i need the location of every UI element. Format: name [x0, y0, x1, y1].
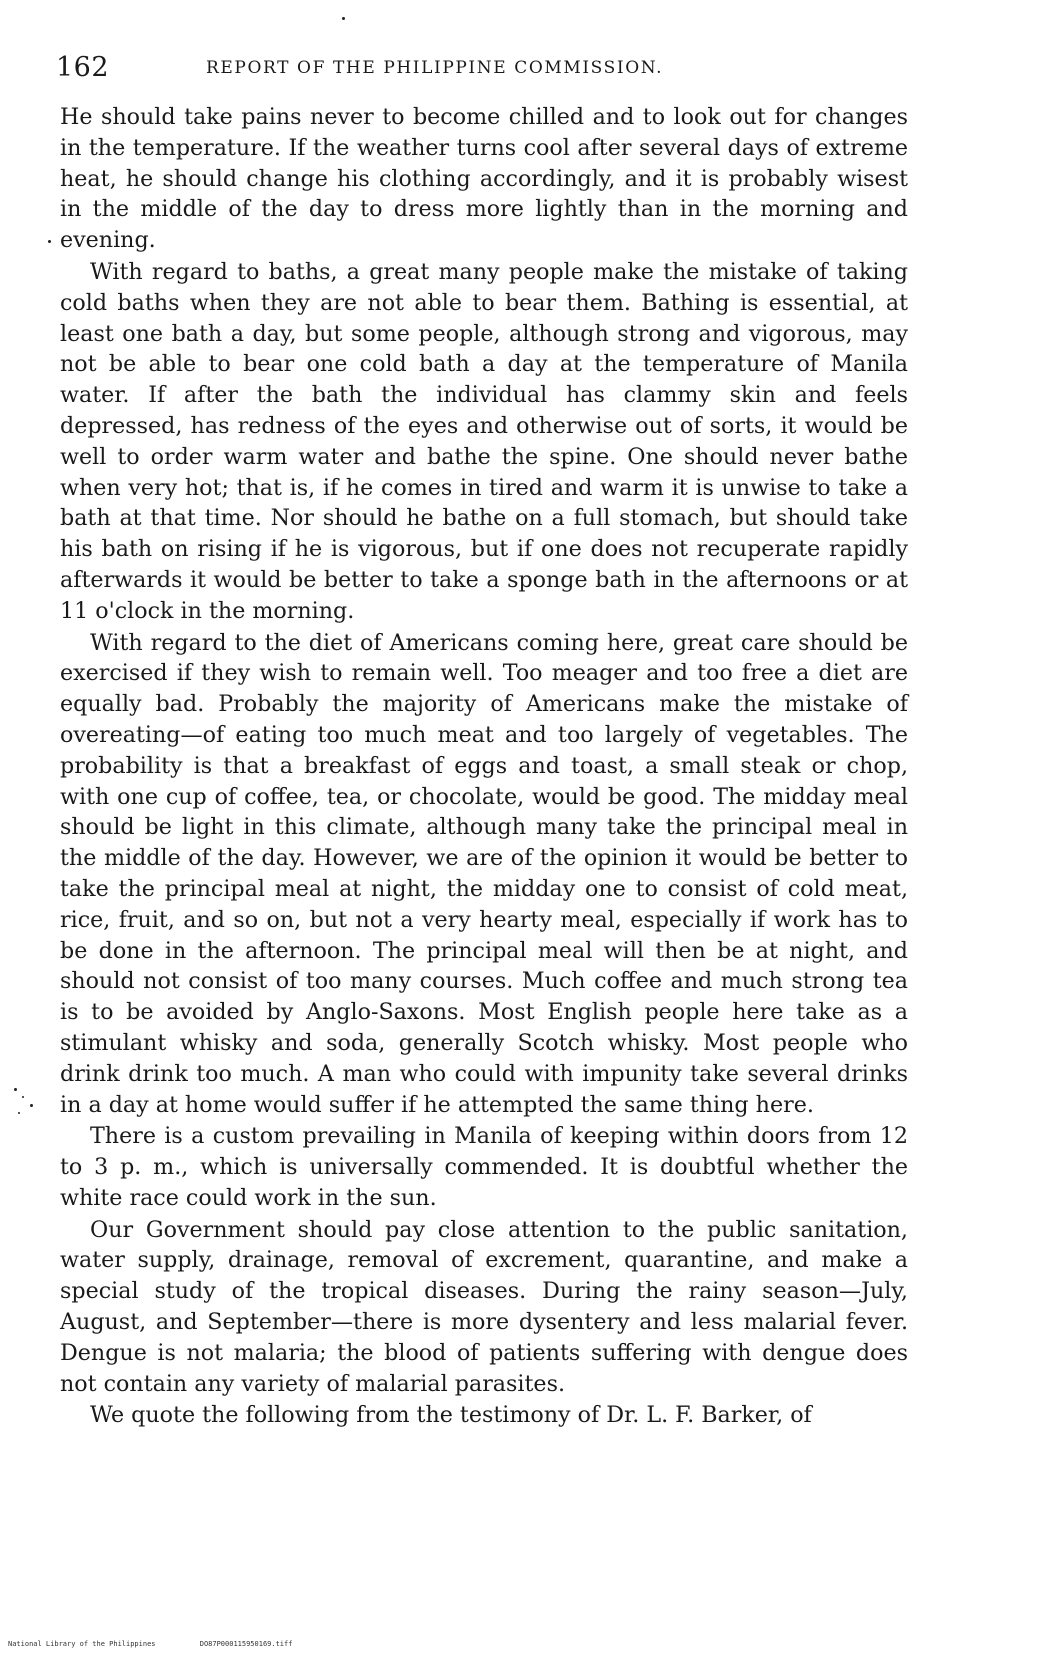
paragraph-baths: With regard to baths, a great many people make the mistake of taking cold baths when they are not able to bear them. Bathing is essential, at least one bath a day, but some people, although strong and vigorous, may not be able to bear one cold bath a day at the temperature of Manila water. If after the bath the individual has clammy skin and feels depressed, has redness of the eyes and otherwise out of sorts, it would be well to order warm water and bathe the spine. One should never bathe when very hot; that is, if he comes in tired and warm it is unwise to take a bath at that time. Nor should he bathe on a full stomach, but should take his bath on rising if he is vigorous, but if one does not recuperate rapidly afterwards it would be better to take a sponge bath in the afternoons or at 11 o'clock in the morning.: [60, 258, 908, 624]
scan-speck: [48, 240, 51, 243]
body-text: [60, 102, 908, 1432]
footer-file: DO87P000115950169.tiff: [199, 1640, 293, 1648]
scan-speck: [22, 1096, 24, 1098]
scan-speck: [18, 1112, 20, 1114]
page-header: [56, 52, 756, 92]
footer-library: National Library of the Philippines: [8, 1640, 156, 1648]
scan-footer: [8, 1640, 292, 1648]
scan-speck: [342, 17, 345, 20]
scan-speck: [30, 1104, 33, 1107]
scan-speck: [14, 1088, 17, 1091]
paragraph-quote-intro: We quote the following from the testimony of Dr. L. F. Barker, of: [90, 1402, 812, 1429]
paragraph-government-sanitation: Our Government should pay close attention to the public sanitation, water supply, drainage, removal of excrement, quarantine, and make a special study of the tropical diseases. During the rainy season—July, August, and September—there is more dysentery and less malarial fever. Dengue is not malaria; the blood of patients suffering with dengue does not contain any variety of malarial parasites.: [60, 1216, 908, 1397]
paragraph-custom-midday: There is a custom prevailing in Manila of keeping within doors from 12 to 3 p. m., which is universally commended. It is doubtful whether the white race could work in the sun.: [60, 1123, 908, 1211]
page-number: 162: [56, 52, 110, 83]
paragraph-chill-temperature: He should take pains never to become chilled and to look out for changes in the temperature. If the weather turns cool after several days of extreme heat, he should change his clothing accordingly, and it is probably wisest in the middle of the day to dress more lightly than in the morning and evening.: [60, 104, 908, 254]
running-title: REPORT OF THE PHILIPPINE COMMISSION.: [206, 58, 664, 78]
paragraph-diet: With regard to the diet of Americans coming here, great care should be exercised if they wish to remain well. Too meager and too free a diet are equally bad. Probably the majority of Americans make the mistake of overeating—of eating too much meat and too largely of vegetables. The probability is that a breakfast of eggs and toast, a small steak or chop, with one cup of coffee, tea, or chocolate, would be good. The midday meal should be light in this climate, although many take the principal meal in the middle of the day. However, we are of the opinion it would be better to take the principal meal at night, the midday one to consist of cold meat, rice, fruit, and so on, but not a very hearty meal, especially if work has to be done in the afternoon. The principal meal will then be at night, and should not consist of too many courses. Much coffee and much strong tea is to be avoided by Anglo-Saxons. Most English people here take as a stimulant whisky and soda, generally Scotch whisky. Most people who drink drink too much. A man who could with impunity take several drinks in a day at home would suffer if he attempted the same thing here.: [60, 629, 908, 1118]
